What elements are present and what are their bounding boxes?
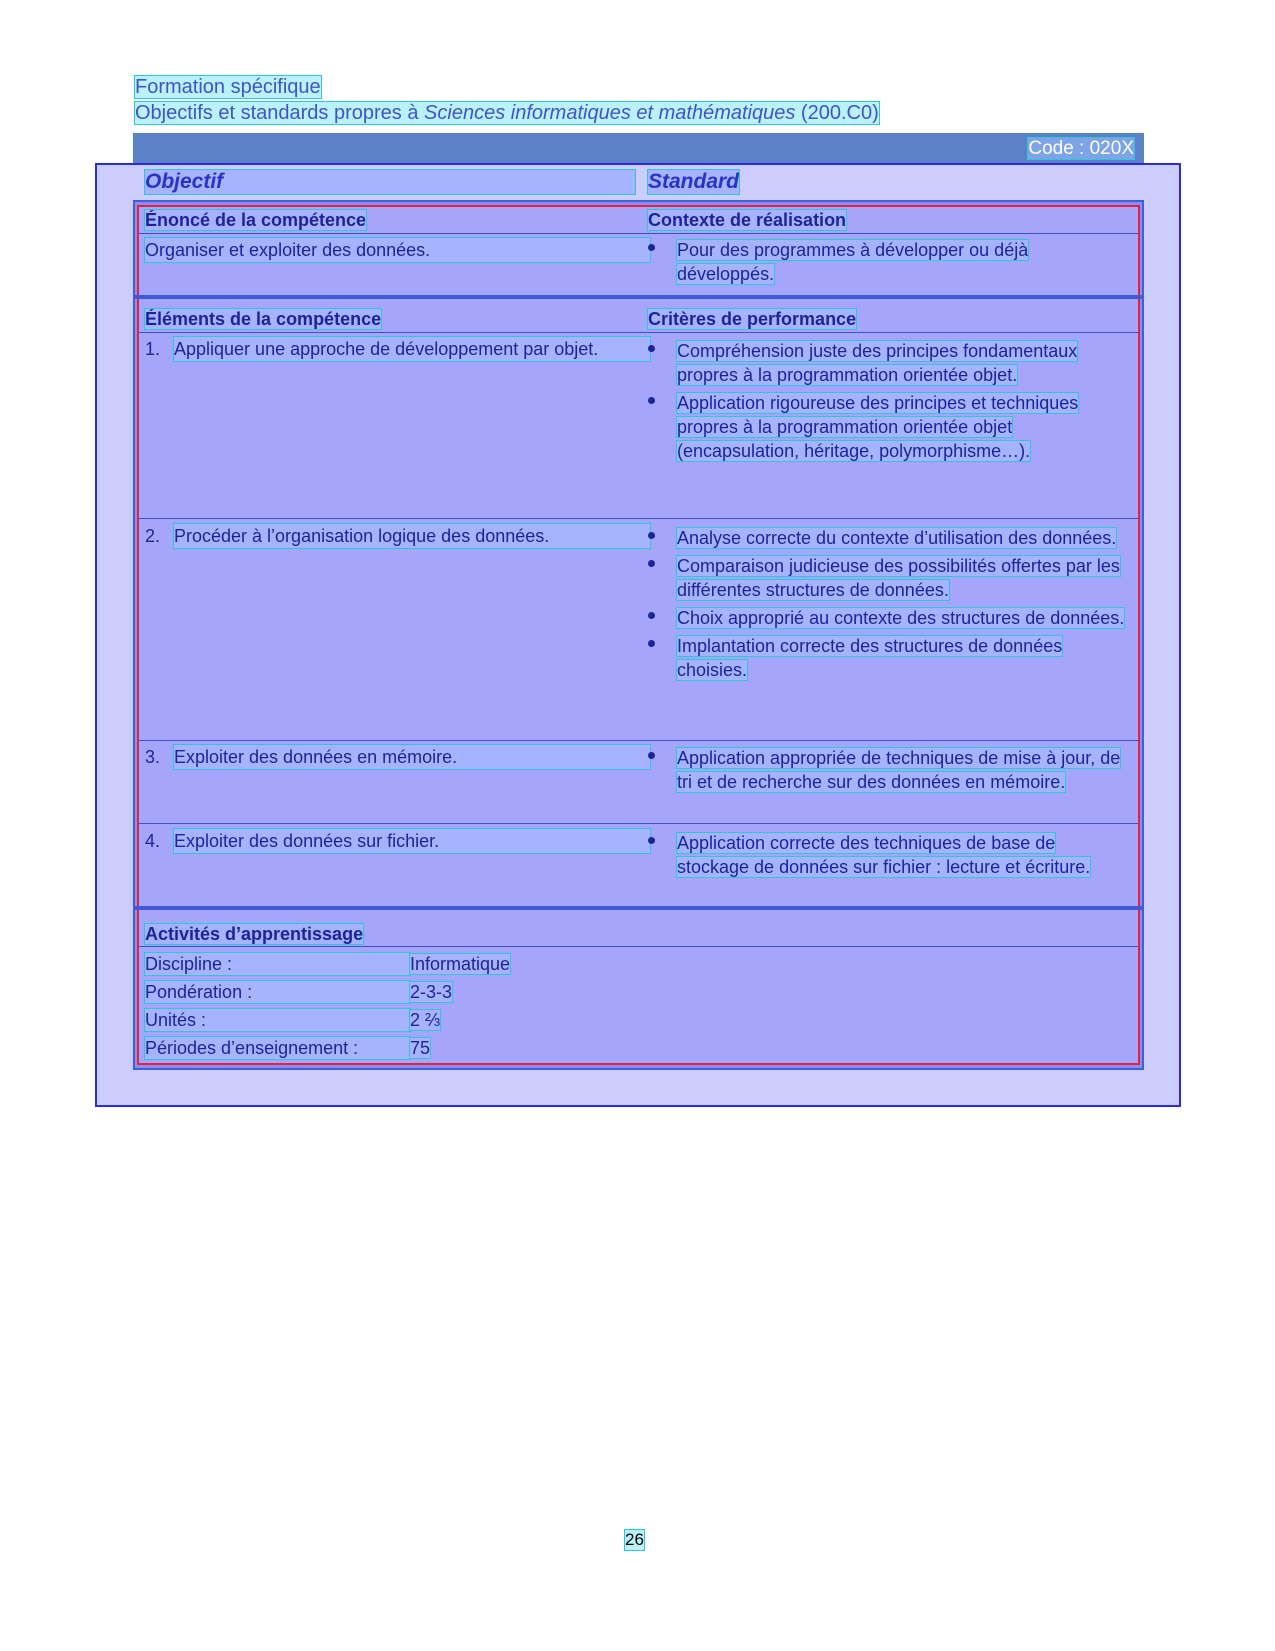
list-item <box>648 606 1126 630</box>
info-value: 2-3-3 <box>410 982 453 1002</box>
enonce-title: Énoncé de la compétence <box>145 210 367 230</box>
criterion-text: Application correcte des techniques de base de stockage de données sur fichier : lecture et écriture. <box>677 833 1091 877</box>
contexte-title: Contexte de réalisation <box>648 210 847 230</box>
bullet-icon <box>648 532 655 539</box>
enonce-text: Organiser et exploiter des données. <box>145 238 650 262</box>
list-item <box>648 554 1126 602</box>
section-separator <box>135 906 1142 910</box>
element-text: Exploiter des données sur fichier. <box>174 829 650 853</box>
criterion-text: Implantation correcte des structures de données choisies. <box>677 636 1063 680</box>
column-headers <box>145 170 1135 196</box>
bullet-icon <box>648 244 655 251</box>
criteria-list-4 <box>648 831 1126 883</box>
criterion-text: Analyse correcte du contexte d’utilisation des données. <box>677 528 1117 548</box>
criteres-title: Critères de performance <box>648 309 857 329</box>
contexte-list <box>648 238 1126 290</box>
element-number: 3. <box>145 747 161 767</box>
column-standard: Standard <box>648 170 740 193</box>
criteria-list-1 <box>648 339 1126 467</box>
list-item <box>648 746 1126 794</box>
element-1 <box>145 337 650 361</box>
info-row-periodes <box>145 1037 430 1059</box>
element-2 <box>145 524 650 548</box>
list-item <box>648 831 1126 879</box>
info-row-discipline <box>145 953 510 975</box>
criterion-text: Choix approprié au contexte des structures de données. <box>677 608 1125 628</box>
section-kicker: Formation spécifique <box>135 76 321 98</box>
info-label: Discipline : <box>145 953 410 975</box>
row-divider <box>139 740 1138 741</box>
criterion-text: Application rigoureuse des principes et techniques propres à la programmation orientée objet (encapsulation, héritage, polymorphisme…). <box>677 393 1079 461</box>
info-row-unites <box>145 1009 440 1031</box>
program-name: Sciences informatiques et mathématiques <box>424 102 796 124</box>
contexte-item-text: Pour des programmes à développer ou déjà développés. <box>677 240 1029 284</box>
column-objectif: Objectif <box>145 170 635 194</box>
list-item <box>648 339 1126 387</box>
row-divider <box>139 946 1138 947</box>
bullet-icon <box>648 397 655 404</box>
element-number: 4. <box>145 831 161 851</box>
element-text: Appliquer une approche de développement par objet. <box>174 337 650 361</box>
info-label: Unités : <box>145 1009 410 1031</box>
list-item <box>648 391 1126 463</box>
bullet-icon <box>648 837 655 844</box>
info-label: Pondération : <box>145 981 410 1003</box>
element-number: 2. <box>145 526 161 546</box>
row-divider <box>139 332 1138 333</box>
info-row-ponderation <box>145 981 452 1003</box>
page-number: 26 <box>625 1530 644 1549</box>
list-item <box>648 526 1126 550</box>
list-item <box>648 238 1126 286</box>
document-title <box>135 102 879 124</box>
row-divider <box>139 823 1138 824</box>
criterion-text: Application appropriée de techniques de mise à jour, de tri et de recherche sur des données en mémoire. <box>677 748 1121 792</box>
info-value: Informatique <box>410 954 511 974</box>
section-separator <box>135 295 1142 299</box>
info-value: 2 ⅔ <box>410 1010 441 1030</box>
bullet-icon <box>648 560 655 567</box>
info-label: Périodes d’enseignement : <box>145 1037 410 1059</box>
enonce-text-cell <box>145 238 650 262</box>
element-4 <box>145 829 650 853</box>
criterion-text: Comparaison judicieuse des possibilités offertes par les différentes structures de données. <box>677 556 1120 600</box>
code-bar <box>133 133 1144 163</box>
criterion-text: Compréhension juste des principes fondamentaux propres à la programmation orientée objet. <box>677 341 1078 385</box>
element-text: Procéder à l’organisation logique des données. <box>174 524 650 548</box>
program-code: (200.C0) <box>795 102 879 124</box>
elements-title: Éléments de la compétence <box>145 309 382 329</box>
element-text: Exploiter des données en mémoire. <box>174 745 650 769</box>
bullet-icon <box>648 752 655 759</box>
list-item <box>648 634 1126 682</box>
info-value: 75 <box>410 1038 431 1058</box>
row-divider <box>139 233 1138 234</box>
row-divider <box>139 518 1138 519</box>
bullet-icon <box>648 640 655 647</box>
course-code: Code : 020X <box>1028 138 1134 159</box>
bullet-icon <box>648 345 655 352</box>
title-prefix: Objectifs et standards propres à <box>135 102 425 124</box>
activities-title: Activités d’apprentissage <box>145 924 364 944</box>
criteria-list-3 <box>648 746 1126 798</box>
document-header <box>135 76 1145 124</box>
element-number: 1. <box>145 339 161 359</box>
criteria-list-2 <box>648 526 1126 686</box>
bullet-icon <box>648 612 655 619</box>
element-3 <box>145 745 650 769</box>
